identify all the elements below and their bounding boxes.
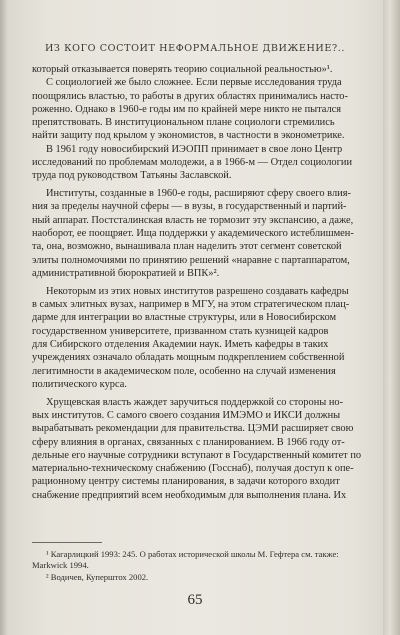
body-line: вырабатывать рекомендации для правительства. ЦЭМИ расширяет свою bbox=[32, 423, 354, 435]
body-line: В 1961 году новосибирский ИЭОПП принимает в свое лоно Центр bbox=[46, 143, 343, 155]
body-line: элиты полномочиями по принятию решений «наравне с партаппаратом, bbox=[32, 254, 350, 266]
body-line: исследований по проблемам молодежи, а в 1966-м — Отдел социологии bbox=[32, 157, 353, 169]
body-line: препятствовать. В институциональном плане социологи стремились bbox=[32, 117, 335, 129]
footnotes bbox=[32, 549, 360, 583]
body-line: снабжение предприятий всем необходимым для выполнения плана. Их bbox=[32, 489, 347, 501]
body-line: Институты, созданные в 1960-е годы, расширяют сферу своего влия- bbox=[46, 188, 351, 200]
body-line: административной бюрократией и ВПК»². bbox=[32, 267, 220, 279]
body-line: сферу влияния в органах, связанных с планированием. В 1966 году от- bbox=[32, 436, 345, 448]
body-line: роженно. Однако в 1960-е годы им по крайней мере никто не пытался bbox=[32, 103, 342, 115]
footnote-line: ¹ Кагарлицкий 1993: 245. О работах исторической школы М. Гефтера см. также: bbox=[46, 549, 339, 559]
footnote-line: Markwick 1994. bbox=[32, 560, 89, 571]
running-head: ИЗ КОГО СОСТОИТ НЕФОРМАЛЬНОЕ ДВИЖЕНИЕ?.. bbox=[44, 43, 346, 54]
body-line: государственном университете, призванном стать кузницей кадров bbox=[32, 325, 329, 337]
body-line: материально-техническому снабжению (Госснаб), получая доступ к опе- bbox=[32, 463, 354, 475]
body-line: дельные его научные сотрудники вступают в Государственный комитет по bbox=[32, 449, 362, 461]
body-line: та, она, возможно, вынашивала план наделить этот сегмент советской bbox=[32, 241, 342, 253]
footnote-rule bbox=[32, 542, 102, 543]
body-line: труда под руководством Татьяны Заславской. bbox=[32, 170, 232, 182]
body-line: ния за пределы научной сферы — в вузы, в государственный и партий- bbox=[32, 201, 347, 213]
body-line: С социологией же было сложнее. Если первые исследования труда bbox=[46, 77, 342, 89]
body-line: ный аппарат. Постсталинская власть не тормозит эту экспансию, а даже, bbox=[32, 214, 354, 226]
body-line: политического курса. bbox=[32, 378, 127, 390]
body-text bbox=[32, 63, 360, 502]
body-line: рационному центру системы планирования, в задачи которого входит bbox=[32, 476, 340, 488]
body-line: поощрялись властью, то работы в других областях принимались насто- bbox=[32, 90, 348, 102]
body-line: вых институтов. С самого своего создания ИМЭМО и ИКСИ должны bbox=[32, 409, 341, 421]
body-line: для Сибирского отделения Академии наук. Иметь кафедры в таких bbox=[32, 338, 329, 350]
body-line: учреждениях означало обладать мощным подкреплением собственной bbox=[32, 352, 345, 364]
body-line: найти защиту под крылом у экономистов, в частности в эконометрике. bbox=[32, 130, 345, 142]
body-line: Хрущевская власть жаждет заручиться поддержкой со стороны но- bbox=[46, 396, 344, 408]
footnote-line: ² Водичев, Куперштох 2002. bbox=[46, 571, 149, 582]
body-line: в самых элитных вузах, например в МГУ, на этом стратегическом плац- bbox=[32, 299, 350, 311]
page-gutter-shadow bbox=[0, 0, 8, 635]
body-line: Некоторым из этих новых институтов разрешено создавать кафедры bbox=[46, 285, 349, 297]
body-line: наоборот, ее поощряет. Ища поддержки у академического истеблишмен- bbox=[32, 228, 354, 240]
page-edge-stack bbox=[383, 0, 400, 635]
body-line: который отказывается поверять теорию социальной реальностью»¹. bbox=[32, 64, 333, 75]
body-line: дарме для интеграции во властные структуры, или в Новосибирском bbox=[32, 312, 337, 324]
body-line: легитимности в академическом поле, особенно на случай изменения bbox=[32, 365, 336, 377]
page-number: 65 bbox=[187, 592, 203, 608]
